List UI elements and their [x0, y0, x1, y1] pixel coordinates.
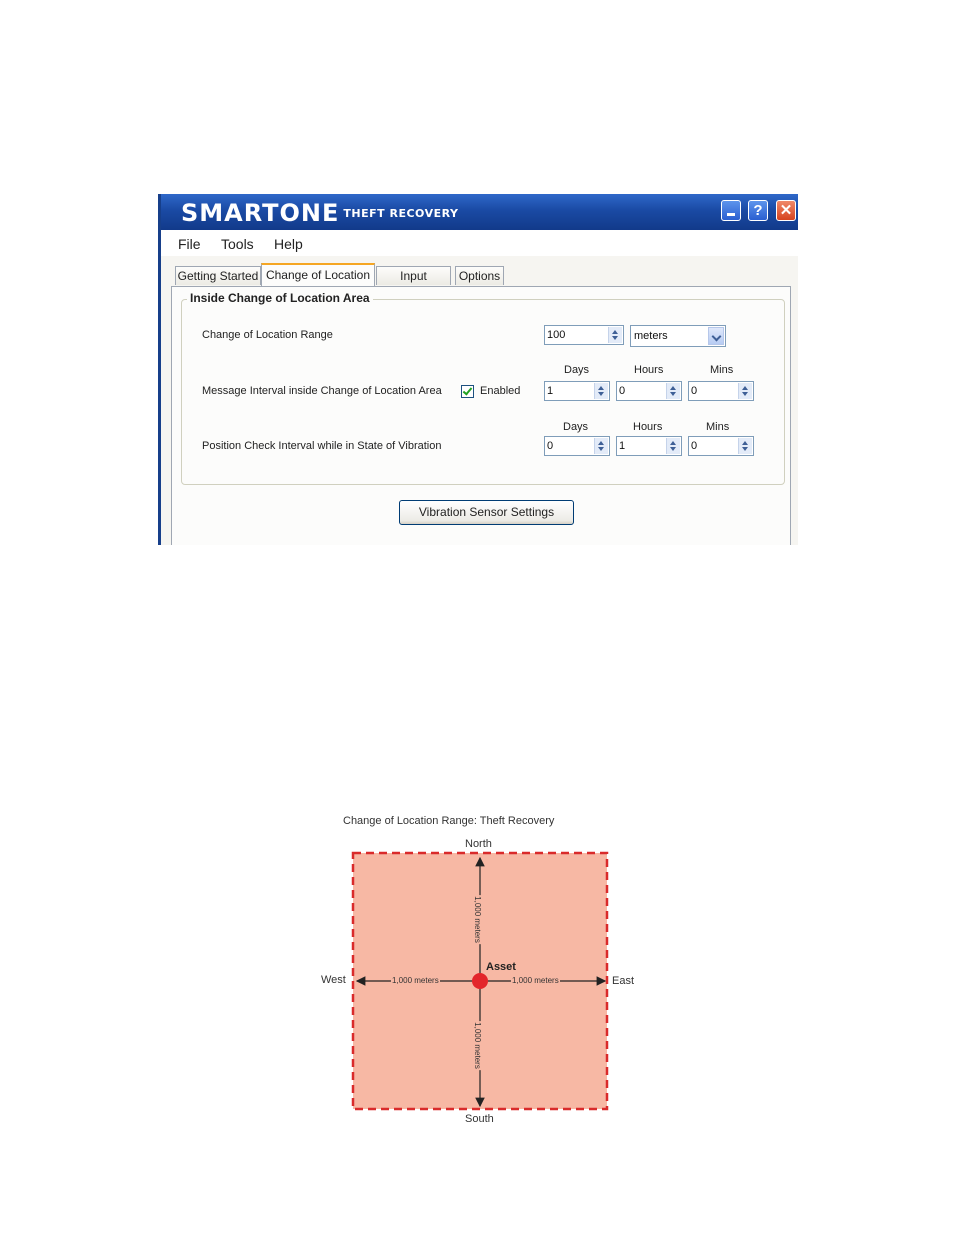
enabled-label: Enabled: [480, 385, 521, 397]
north-label: North: [465, 838, 492, 850]
menu-help[interactable]: Help: [274, 236, 303, 252]
south-label: South: [465, 1113, 494, 1125]
close-button[interactable]: ✕: [776, 200, 796, 221]
west-label: West: [321, 974, 346, 986]
range-label: Change of Location Range: [202, 329, 333, 341]
message-mins-spinner[interactable]: [688, 381, 754, 401]
asset-label: Asset: [486, 961, 516, 973]
north-distance-label: 1,000 meters: [472, 896, 482, 943]
message-mins-value: 0: [691, 385, 698, 397]
brand-name: SMARTONE: [181, 199, 340, 227]
position-mins-value: 0: [691, 440, 698, 452]
spinner-arrows-icon[interactable]: [738, 438, 752, 454]
spinner-arrows-icon[interactable]: [608, 327, 622, 343]
spinner-arrows-icon[interactable]: [666, 438, 680, 454]
spinner-arrows-icon[interactable]: [594, 438, 608, 454]
spinner-arrows-icon[interactable]: [594, 383, 608, 399]
minimize-button[interactable]: [721, 200, 741, 221]
position-days-spinner[interactable]: [544, 436, 610, 456]
tab-change-of-location[interactable]: Change of Location: [261, 263, 375, 286]
message-hours-spinner[interactable]: [616, 381, 682, 401]
message-days-header: Days: [564, 364, 590, 376]
tab-panel: [171, 286, 791, 545]
west-distance-label: 1,000 meters: [392, 976, 439, 985]
position-mins-header: Mins: [706, 421, 730, 433]
menu-bar: [161, 230, 798, 256]
vibration-sensor-settings-button[interactable]: Vibration Sensor Settings: [399, 500, 574, 525]
south-distance-label: 1,000 meters: [472, 1022, 482, 1069]
message-days-value: 1: [547, 385, 554, 397]
message-days-spinner[interactable]: [544, 381, 610, 401]
spinner-arrows-icon[interactable]: [666, 383, 680, 399]
message-interval-label: Message Interval inside Change of Location Area: [202, 385, 442, 397]
range-spinner[interactable]: [544, 325, 624, 345]
range-value: 100: [547, 329, 566, 341]
east-label: East: [612, 975, 635, 987]
position-days-header: Days: [563, 421, 589, 433]
app-window: [158, 194, 798, 545]
menu-file[interactable]: File: [178, 236, 201, 252]
asset-marker: [472, 973, 488, 989]
brand-subtitle: THEFT RECOVERY: [343, 207, 459, 220]
title-bar[interactable]: [161, 194, 798, 230]
tab-options[interactable]: Options: [455, 266, 504, 285]
tab-getting-started[interactable]: Getting Started: [175, 266, 261, 285]
brand-logo: [181, 199, 458, 227]
tab-input-settings[interactable]: Input: [376, 266, 451, 285]
menu-tools[interactable]: Tools: [221, 236, 254, 252]
message-hours-value: 0: [619, 385, 626, 397]
enabled-checkbox[interactable]: [461, 385, 474, 398]
message-mins-header: Mins: [710, 364, 734, 376]
diagram-canvas: [315, 808, 645, 1133]
east-distance-label: 1,000 meters: [512, 976, 559, 985]
range-unit-select[interactable]: [630, 325, 726, 347]
location-area-group: [181, 291, 785, 485]
group-title: Inside Change of Location Area: [187, 291, 373, 305]
chevron-down-icon[interactable]: [708, 327, 724, 345]
diagram-title: Change of Location Range: Theft Recovery: [343, 815, 555, 827]
position-hours-spinner[interactable]: [616, 436, 682, 456]
range-unit-value: meters: [634, 330, 668, 342]
position-interval-label: Position Check Interval while in State of Vibration: [202, 440, 442, 452]
position-days-value: 0: [547, 440, 554, 452]
location-range-diagram: [315, 808, 645, 1133]
position-hours-value: 1: [619, 440, 626, 452]
position-mins-spinner[interactable]: [688, 436, 754, 456]
spinner-arrows-icon[interactable]: [738, 383, 752, 399]
message-hours-header: Hours: [634, 364, 664, 376]
position-hours-header: Hours: [633, 421, 663, 433]
help-button[interactable]: ?: [748, 200, 768, 221]
